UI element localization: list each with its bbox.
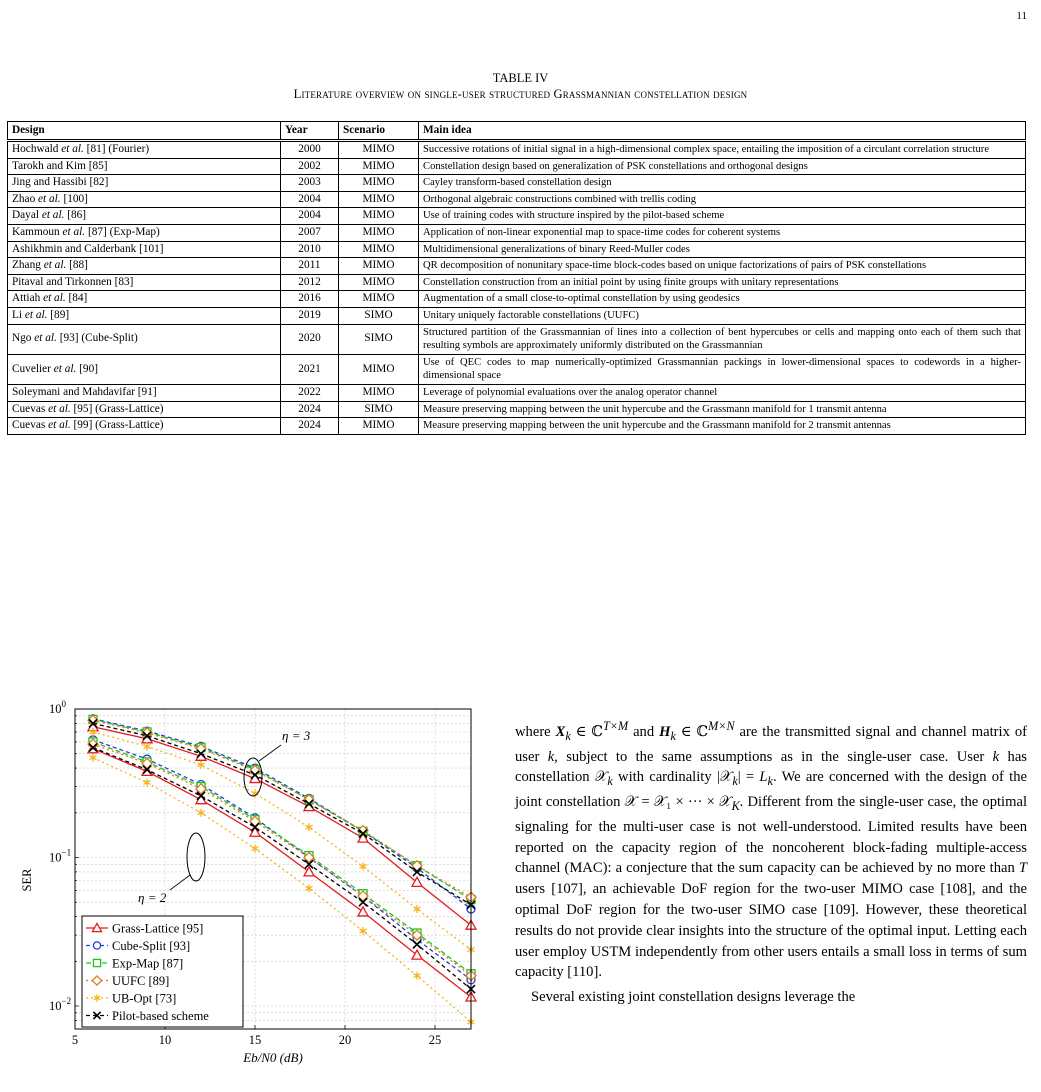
- table-row: [8, 191, 1026, 208]
- y-tick-label: $10^{-1}$: [49, 847, 72, 865]
- cell-scenario: MIMO: [339, 291, 419, 308]
- cell-design: Tarokh and Kim [85]: [8, 158, 281, 175]
- cell-year: 2021: [281, 354, 339, 384]
- cell-year: 2011: [281, 258, 339, 275]
- cell-scenario: MIMO: [339, 274, 419, 291]
- cell-year: 2010: [281, 241, 339, 258]
- body-text: [515, 716, 1027, 1008]
- header-main-idea: Main idea: [419, 122, 1026, 141]
- cell-design: Pitaval and Tirkonnen [83]: [8, 274, 281, 291]
- table-row: [8, 158, 1026, 175]
- chart-legend: [82, 916, 243, 1027]
- cell-year: 2024: [281, 401, 339, 418]
- table-header-row: [8, 122, 1026, 141]
- table-row: [8, 175, 1026, 192]
- cell-design: Zhao et al. [100]: [8, 191, 281, 208]
- cell-design: Cuvelier et al. [90]: [8, 354, 281, 384]
- legend-label: Pilot-based scheme: [112, 1009, 209, 1023]
- data-point: [93, 959, 100, 966]
- cell-year: 2003: [281, 175, 339, 192]
- data-point: [414, 905, 421, 913]
- header-year: Year: [281, 122, 339, 141]
- cell-main-idea: QR decomposition of nonunitary space-time block-codes based on unique factorizations of pairs of PSK constellations: [419, 258, 1026, 275]
- cell-scenario: SIMO: [339, 324, 419, 354]
- legend-label: Cube-Split [93]: [112, 939, 191, 953]
- cell-year: 2016: [281, 291, 339, 308]
- literature-table: [7, 121, 1026, 435]
- cell-design: Cuevas et al. [95] (Grass-Lattice): [8, 401, 281, 418]
- eta3-pointer: [259, 745, 281, 761]
- cell-year: 2000: [281, 141, 339, 159]
- x-tick-label: 15: [248, 1033, 262, 1047]
- cell-year: 2024: [281, 418, 339, 435]
- cell-main-idea: Augmentation of a small close-to-optimal constellation by using geodesics: [419, 291, 1026, 308]
- header-design: Design: [8, 122, 281, 141]
- table-label: TABLE IV: [492, 71, 549, 85]
- cell-year: 2020: [281, 324, 339, 354]
- x-tick-label: 10: [158, 1033, 172, 1047]
- cell-design: Attiah et al. [84]: [8, 291, 281, 308]
- cell-main-idea: Constellation design based on generalization of PSK constellations and orthogonal designs: [419, 158, 1026, 175]
- x-tick-label: 5: [71, 1033, 79, 1047]
- cell-scenario: MIMO: [339, 224, 419, 241]
- cell-scenario: MIMO: [339, 241, 419, 258]
- eta2-label: η = 2: [138, 890, 167, 905]
- cell-design: Jing and Hassibi [82]: [8, 175, 281, 192]
- table-body: [8, 141, 1026, 435]
- cell-scenario: MIMO: [339, 258, 419, 275]
- table-row: [8, 274, 1026, 291]
- table-title: Literature overview on single-user structured Grassmannian constellation design: [293, 87, 748, 101]
- table-caption: [0, 70, 1041, 102]
- series-line: [93, 723, 471, 904]
- data-point: [360, 862, 367, 870]
- cell-year: 2022: [281, 384, 339, 401]
- cell-scenario: SIMO: [339, 401, 419, 418]
- y-tick-label: $10^{-2}$: [49, 995, 72, 1013]
- header-scenario: Scenario: [339, 122, 419, 141]
- paragraph-2: Several existing joint constellation designs leverage the: [531, 989, 856, 1006]
- table-row: [8, 291, 1026, 308]
- y-tick-label: $10^0$: [49, 699, 66, 716]
- table-row: [8, 418, 1026, 435]
- table-row: [8, 224, 1026, 241]
- cell-main-idea: Use of training codes with structure inspired by the pilot-based scheme: [419, 208, 1026, 225]
- eta2-pointer: [170, 875, 190, 890]
- cell-main-idea: Application of non-linear exponential map to space-time codes for coherent systems: [419, 224, 1026, 241]
- cell-scenario: MIMO: [339, 175, 419, 192]
- cell-main-idea: Cayley transform-based constellation design: [419, 175, 1026, 192]
- cell-scenario: MIMO: [339, 208, 419, 225]
- data-point: [93, 942, 100, 949]
- cell-year: 2007: [281, 224, 339, 241]
- eta2-ellipse: [187, 833, 205, 881]
- data-point: [306, 884, 313, 892]
- table-row: [8, 401, 1026, 418]
- table-row: [8, 208, 1026, 225]
- page-number: 11: [1016, 10, 1027, 22]
- cell-design: Li et al. [89]: [8, 307, 281, 324]
- table-row: [8, 324, 1026, 354]
- cell-design: Ashikhmin and Calderbank [101]: [8, 241, 281, 258]
- cell-scenario: MIMO: [339, 158, 419, 175]
- table-row: [8, 258, 1026, 275]
- cell-main-idea: Orthogonal algebraic constructions combined with trellis coding: [419, 191, 1026, 208]
- data-point: [358, 907, 368, 916]
- cell-design: Cuevas et al. [99] (Grass-Lattice): [8, 418, 281, 435]
- table-row: [8, 354, 1026, 384]
- cell-year: 2004: [281, 191, 339, 208]
- table-row: [8, 307, 1026, 324]
- cell-main-idea: Unitary uniquely factorable constellations (UUFC): [419, 307, 1026, 324]
- data-point: [252, 844, 259, 852]
- data-point: [144, 742, 151, 750]
- cell-design: Dayal et al. [86]: [8, 208, 281, 225]
- cell-scenario: MIMO: [339, 418, 419, 435]
- data-point: [306, 823, 313, 831]
- cell-scenario: SIMO: [339, 307, 419, 324]
- table-row: [8, 141, 1026, 159]
- cell-scenario: MIMO: [339, 191, 419, 208]
- cell-main-idea: Constellation construction from an initial point by using finite groups with unitary representations: [419, 274, 1026, 291]
- ser-chart: [0, 690, 500, 1070]
- y-axis-label: SER: [20, 868, 34, 892]
- data-point: [144, 778, 151, 786]
- cell-design: Kammoun et al. [87] (Exp-Map): [8, 224, 281, 241]
- table-row: [8, 384, 1026, 401]
- data-point: [198, 761, 205, 769]
- cell-main-idea: Successive rotations of initial signal in a high-dimensional complex space, entailing the imposition of a circulant correlation structure: [419, 141, 1026, 159]
- cell-design: Zhang et al. [88]: [8, 258, 281, 275]
- legend-label: Exp-Map [87]: [112, 956, 184, 971]
- x-tick-label: 25: [428, 1033, 442, 1047]
- x-tick-label: 20: [338, 1033, 352, 1047]
- eta3-label: η = 3: [282, 728, 311, 743]
- cell-main-idea: Measure preserving mapping between the unit hypercube and the Grassmann manifold for 1 transmit antenna: [419, 401, 1026, 418]
- cell-year: 2012: [281, 274, 339, 291]
- paragraph-1: where $X_k$ ∈ ℂ$^{T\times M}$ and $H_k$ ∈ ℂ$^{M\times N}$ are the transmitted signal and channel matrix of user k, subject to the same assumptions as in the single-user case. User k has constellation 𝒳$_k$ with cardinality |𝒳$_k$| = $L_k$. We are concerned with the design of the joint constellation 𝒳 = 𝒳₁ × ··· × 𝒳$_K$. Different from the single-user case, the optimal signaling for the multi-user case is not well-understood. Limited results have been reported on the capacity region of the noncoherent block-fading multiple-access channel (MAC): a conjecture that the sum capacity can be achieved by no more than T users [107], an achievable DoF region for the two-user MIMO case [108], and the optimal DoF region for the two-user SIMO case [109]. However, these theoretical results do not provide clear insights into the structure of the optimal input. Letting each user employ USTM independently from other users entails a small loss in terms of sum capacity [110].: [515, 719, 1027, 981]
- cell-main-idea: Multidimensional generalizations of binary Reed-Muller codes: [419, 241, 1026, 258]
- legend-label: UUFC [89]: [112, 974, 170, 988]
- cell-design: Soleymani and Mahdavifar [91]: [8, 384, 281, 401]
- cell-design: Hochwald et al. [81] (Fourier): [8, 141, 281, 159]
- cell-main-idea: Leverage of polynomial evaluations over the analog operator channel: [419, 384, 1026, 401]
- data-point: [250, 827, 260, 836]
- cell-main-idea: Structured partition of the Grassmannian of lines into a collection of bent hypercubes or cells and mapping onto each of them such that resulting symbols are approximately uniformly distributed on the Grassmannian: [419, 324, 1026, 354]
- data-point: [90, 754, 97, 762]
- cell-design: Ngo et al. [93] (Cube-Split): [8, 324, 281, 354]
- cell-scenario: MIMO: [339, 384, 419, 401]
- cell-year: 2002: [281, 158, 339, 175]
- cell-year: 2019: [281, 307, 339, 324]
- legend-label: Grass-Lattice [95]: [112, 921, 204, 936]
- table-row: [8, 241, 1026, 258]
- cell-main-idea: Measure preserving mapping between the unit hypercube and the Grassmann manifold for 2 transmit antennas: [419, 418, 1026, 435]
- cell-scenario: MIMO: [339, 141, 419, 159]
- cell-scenario: MIMO: [339, 354, 419, 384]
- x-axis-label: Eb/N0 (dB): [243, 1050, 303, 1065]
- cell-year: 2004: [281, 208, 339, 225]
- cell-main-idea: Use of QEC codes to map numerically-optimized Grassmannian packings in lower-dimensional spaces to codewords in a higher-dimensional space: [419, 354, 1026, 384]
- legend-label: UB-Opt [73]: [112, 991, 177, 1006]
